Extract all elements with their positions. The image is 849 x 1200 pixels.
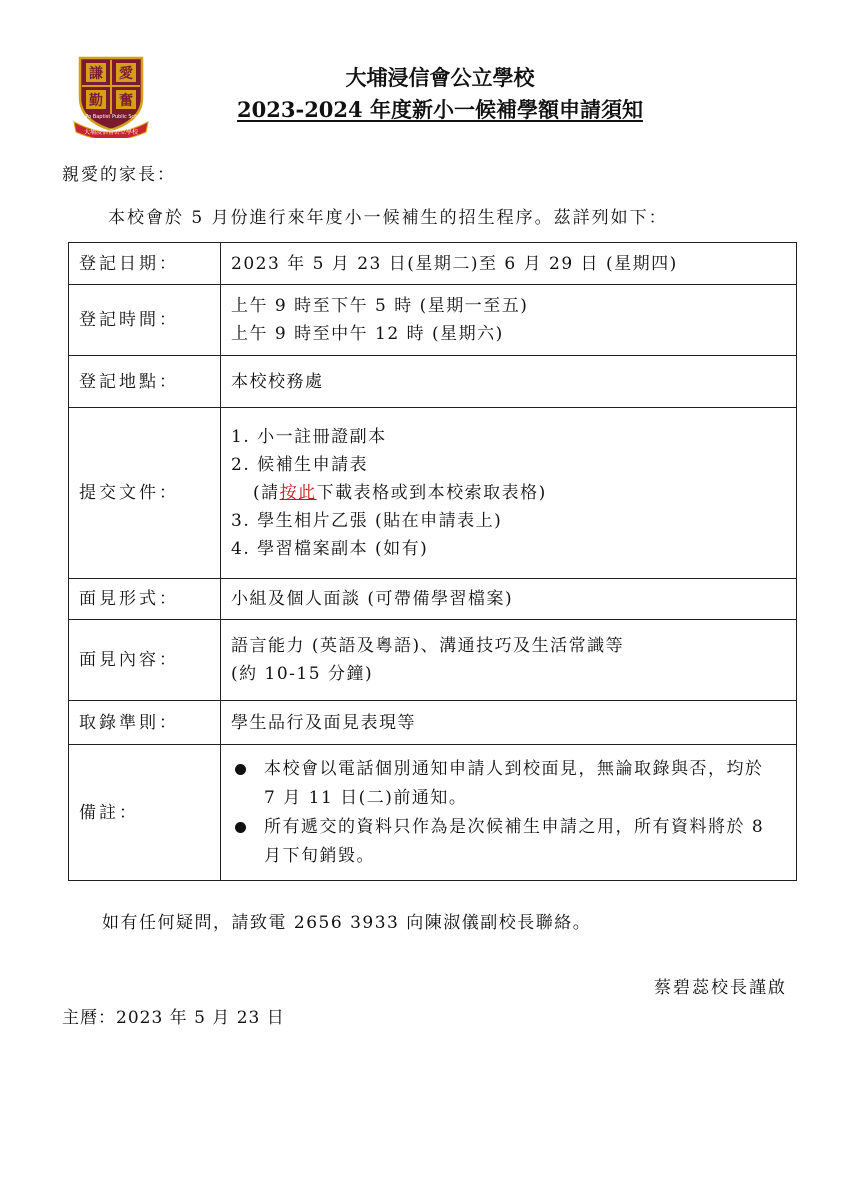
table-row-admission [69,701,797,745]
reg-time-label: 登記時間： [69,285,221,356]
note-prefix: (請 [253,483,280,503]
reg-place-label: 登記地點： [69,356,221,408]
table-row-interview-format [69,579,797,620]
reg-time-value [221,285,797,356]
logo-english-text: Tai Po Baptist Public School [77,114,145,120]
principal-signature: 蔡碧蕊校長謹啟 [654,978,787,998]
remark-text-1: 本校會以電話個別通知申請人到校面見，無論取錄與否，均於 7 月 11 日(二)前通知。 [264,758,764,808]
document-item-2: 2. 候補生申請表 [231,455,369,475]
intro-paragraph: 本校會於 5 月份進行來年度小一候補生的招生程序。茲詳列如下： [108,208,668,228]
remark-item [231,755,782,813]
salutation: 親愛的家長： [62,165,176,185]
logo-char-2: 愛 [119,66,133,82]
document-date: 主曆：2023 年 5 月 23 日 [62,1008,285,1028]
document-header [180,62,700,126]
logo-char-4: 奮 [119,93,133,109]
document-item-1: 1. 小一註冊證副本 [231,427,387,447]
reg-date-value: 2023 年 5 月 23 日(星期二)至 6 月 29 日 (星期四) [221,243,797,285]
table-row-remarks [69,745,797,881]
remarks-label: 備註： [69,745,221,881]
admission-label: 取錄準則： [69,701,221,745]
reg-place-value: 本校校務處 [221,356,797,408]
logo-char-3: 勤 [89,93,103,109]
bullet-icon [235,822,246,833]
logo-char-1: 謙 [89,66,103,82]
note-suffix: 下載表格或到本校索取表格) [316,483,547,503]
remark-item [231,813,782,871]
table-row-documents [69,408,797,579]
table-row-reg-place [69,356,797,408]
documents-value [221,408,797,579]
reg-time-saturday: 上午 9 時至中午 12 時 (星期六) [231,324,504,344]
document-item-3: 3. 學生相片乙張 (貼在申請表上) [231,511,503,531]
remarks-value [221,745,797,881]
interview-content-line-2: (約 10-15 分鐘) [231,664,374,684]
remarks-list [231,755,782,871]
table-row-reg-date [69,243,797,285]
table-row-reg-time [69,285,797,356]
document-title: 2023-2024 年度新小一候補學額申請須知 [237,97,643,122]
document-item-4: 4. 學習檔案副本 (如有) [231,539,429,559]
download-form-link[interactable]: 按此 [279,483,317,503]
contact-info: 如有任何疑問，請致電 2656 3933 向陳淑儀副校長聯絡。 [102,913,592,933]
admission-value: 學生品行及面見表現等 [221,701,797,745]
interview-content-label: 面見內容： [69,620,221,701]
document-item-2-note [231,479,786,507]
table-row-interview-content [69,620,797,701]
application-info-table [68,242,797,881]
documents-label: 提交文件： [69,408,221,579]
school-name: 大埔浸信會公立學校 [345,65,535,90]
interview-content-value [221,620,797,701]
reg-date-label: 登記日期： [69,243,221,285]
interview-format-value: 小組及個人面談 (可帶備學習檔案) [221,579,797,620]
interview-content-line-1: 語言能力 (英語及粵語)、溝通技巧及生活常識等 [231,636,625,656]
logo-ribbon-text: 大埔浸信會公立學校 [83,129,139,136]
bullet-icon [235,764,246,775]
reg-time-weekday: 上午 9 時至下午 5 時 (星期一至五) [231,296,529,316]
school-logo [72,52,150,138]
interview-format-label: 面見形式： [69,579,221,620]
school-crest-icon [72,52,150,138]
remark-text-2: 所有遞交的資料只作為是次候補生申請之用，所有資料將於 8 月下旬銷毀。 [264,816,765,866]
